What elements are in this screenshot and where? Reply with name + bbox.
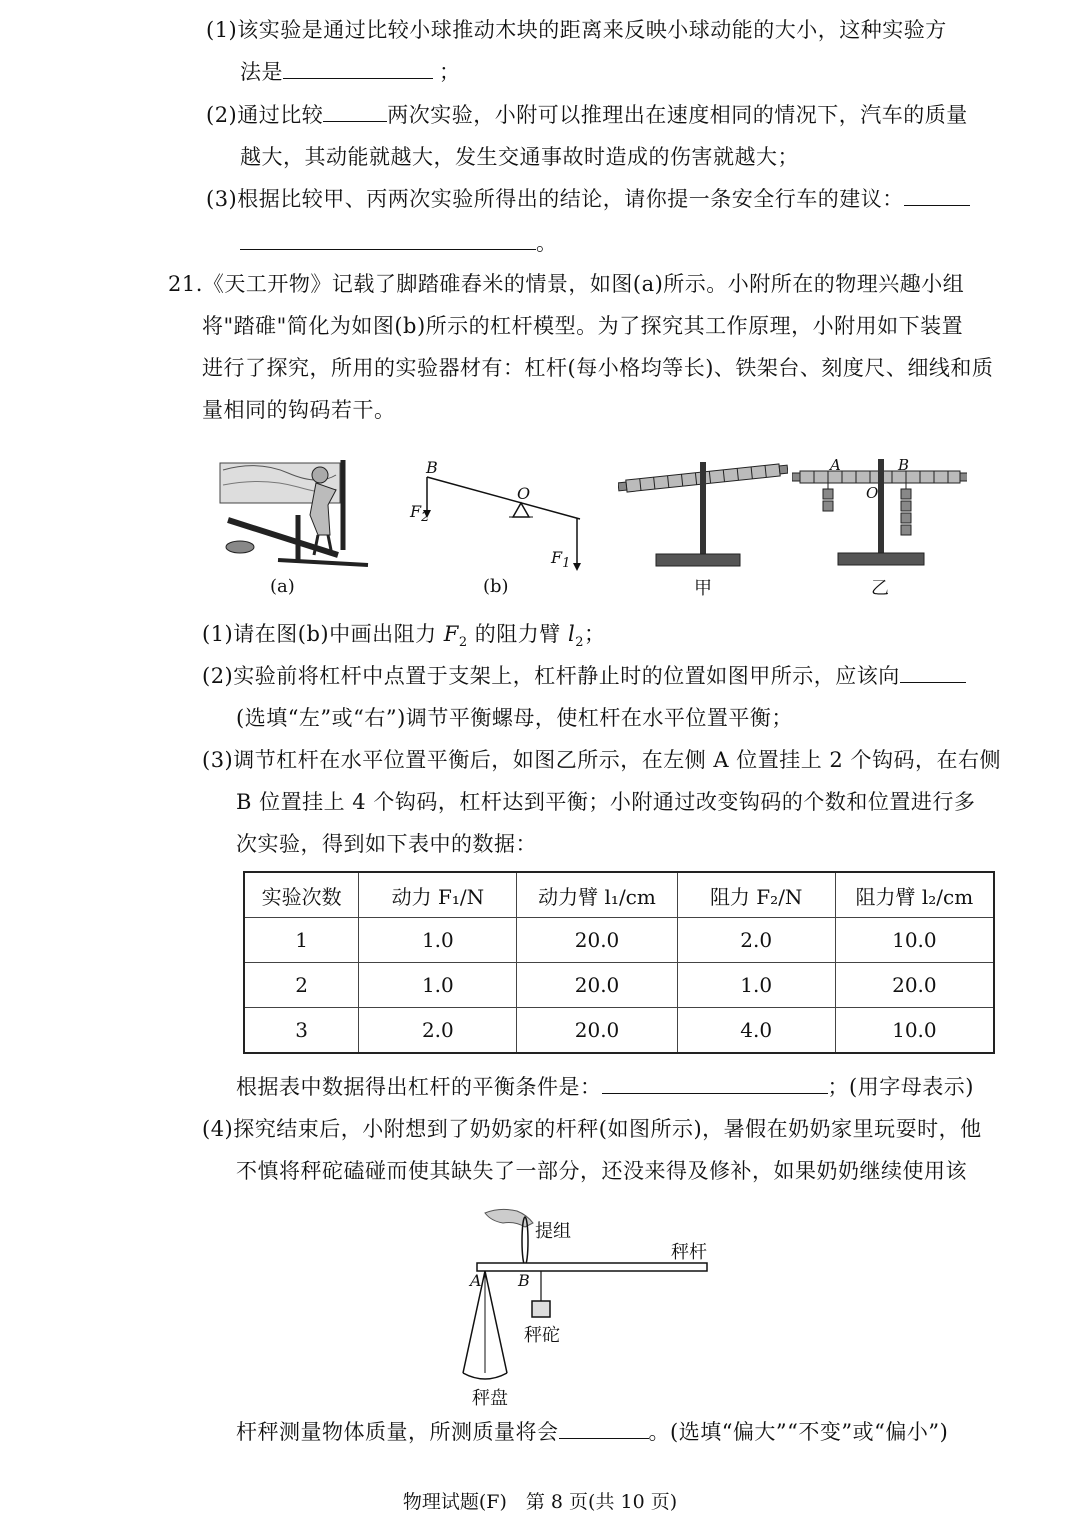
q20-part2-line2: 越大，其动能就越大，发生交通事故时造成的伤害就越大； xyxy=(240,145,799,169)
table-cell: 4.0 xyxy=(677,1008,835,1054)
figure-yi-label-A: A xyxy=(830,456,841,474)
figure-steelyard-label-chengpan: 秤盘 xyxy=(472,1388,508,1409)
q21-answer-blank-4[interactable] xyxy=(559,1418,649,1439)
table-cell: 10.0 xyxy=(835,1008,994,1054)
table-cell: 3 xyxy=(244,1008,359,1054)
table-cell: 2.0 xyxy=(359,1008,517,1054)
figure-steelyard xyxy=(455,1205,715,1405)
table-cell: 1 xyxy=(244,918,359,963)
table-cell: 1.0 xyxy=(359,918,517,963)
figure-steelyard-label-A: A xyxy=(470,1271,482,1290)
figure-yi-label-B: B xyxy=(898,456,910,474)
table-header-cell: 动力 F₁/N xyxy=(359,872,517,918)
table-cell: 20.0 xyxy=(517,963,677,1008)
q20-part2-prefix: (2)通过比较 xyxy=(206,103,324,127)
q20-part1-line2 xyxy=(240,58,461,86)
experiment-data-table xyxy=(243,871,995,1054)
q20-answer-blank-3b[interactable] xyxy=(240,229,536,250)
table-cell: 1.0 xyxy=(677,963,835,1008)
q20-part3-text: (3)根据比较甲、丙两次实验所得出的结论，请你提一条安全行车的建议： xyxy=(206,187,904,211)
q20-part1-line1: (1)该实验是通过比较小球推动木块的距离来反映小球动能的大小，这种实验方 xyxy=(206,18,947,42)
figure-jia-tilted-lever xyxy=(618,450,788,575)
q21-intro-line4: 量相同的钩码若干。 xyxy=(202,398,396,422)
figure-steelyard-label-tizu: 提组 xyxy=(535,1221,571,1242)
q20-part3-end: 。 xyxy=(536,231,558,255)
q21-part4-line1: (4)探究结束后，小附想到了奶奶家的杆秤(如图所示)，暑假在奶奶家里玩耍时，他 xyxy=(202,1117,982,1141)
q21-intro-line1: 21.《天工开物》记载了脚踏碓舂米的情景，如图(a)所示。小附所在的物理兴趣小组 xyxy=(168,272,965,296)
figure-a-caption: (a) xyxy=(270,576,295,597)
q20-part3-line2 xyxy=(240,229,558,257)
figure-steelyard-label-chengtuo: 秤砣 xyxy=(524,1325,560,1346)
table-cell: 20.0 xyxy=(517,918,677,963)
q21-intro-line2: 将"踏碓"简化为如图(b)所示的杠杆模型。为了探究其工作原理，小附用如下装置 xyxy=(202,314,964,338)
q21-conclusion-line: 根据表中数据得出杠杆的平衡条件是： ；(用字母表示) xyxy=(236,1075,974,1099)
table-cell: 10.0 xyxy=(835,918,994,963)
table-row xyxy=(244,963,994,1008)
figure-b-label-B: B xyxy=(426,458,438,477)
table-row xyxy=(244,1008,994,1054)
q20-part3-line1 xyxy=(206,185,970,213)
table-header-cell: 动力臂 l₁/cm xyxy=(517,872,677,918)
table-cell: 20.0 xyxy=(517,1008,677,1054)
table-header-cell: 阻力 F₂/N xyxy=(677,872,835,918)
q21-part4-line2: 不慎将秤砣磕碰而使其缺失了一部分，还没来得及修补，如果奶奶继续使用该 xyxy=(236,1159,967,1183)
q21-part1: (1)请在图(b)中画出阻力 $F_2$ 的阻力臂 $l_2$； xyxy=(202,622,606,651)
q21-part3-line2: B 位置挂上 4 个钩码，杠杆达到平衡；小附通过改变钩码的个数和位置进行多 xyxy=(236,790,976,814)
q20-answer-blank-2[interactable] xyxy=(323,101,387,122)
figure-steelyard-label-B: B xyxy=(518,1271,530,1290)
q20-part2-line1 xyxy=(206,101,968,129)
table-cell: 2.0 xyxy=(677,918,835,963)
q21-part3-line3: 次实验，得到如下表中的数据： xyxy=(236,832,537,856)
table-row xyxy=(244,918,994,963)
q20-answer-blank-3a[interactable] xyxy=(904,185,970,206)
table-cell: 20.0 xyxy=(835,963,994,1008)
figure-b-label-F2: $F_2$ xyxy=(410,502,430,526)
table-header-row xyxy=(244,872,994,918)
figure-yi-balanced-lever xyxy=(792,455,967,575)
page-footer: 物理试题(F) 第 8 页(共 10 页) xyxy=(402,1491,678,1513)
q20-part1-end: ； xyxy=(439,60,461,84)
q21-part2-line2: (选填“左”或“右”)调节平衡螺母，使杠杆在水平位置平衡； xyxy=(236,706,793,730)
q21-answer-blank-2[interactable] xyxy=(900,662,966,683)
figure-b-label-F1: $F_1$ xyxy=(551,548,571,572)
table-cell: 1.0 xyxy=(359,963,517,1008)
figure-a-illustration xyxy=(218,455,383,575)
q21-part3-line1: (3)调节杠杆在水平位置平衡后，如图乙所示，在左侧 A 位置挂上 2 个钩码，在右侧 xyxy=(202,748,1001,772)
q20-part2-rest: 两次实验，小附可以推理出在速度相同的情况下，汽车的质量 xyxy=(387,103,968,127)
q21-intro-line3: 进行了探究，所用的实验器材有：杠杆(每小格均等长)、铁架台、刻度尺、细线和质 xyxy=(202,356,994,380)
q20-part1-prefix: 法是 xyxy=(240,60,283,84)
figure-yi-caption: 乙 xyxy=(871,578,889,599)
q21-part2-line1: (2)实验前将杠杆中点置于支架上，杠杆静止时的位置如图甲所示，应该向 xyxy=(202,662,966,690)
q20-answer-blank-1[interactable] xyxy=(283,58,433,79)
figure-b-label-O: O xyxy=(517,484,531,503)
q21-part4-line3: 杆秤测量物体质量，所测质量将会 。(选填“偏大”“不变”或“偏小”) xyxy=(236,1420,949,1444)
figure-yi-label-O: O xyxy=(866,484,879,502)
q21-answer-blank-3[interactable] xyxy=(602,1073,828,1094)
table-header-cell: 阻力臂 l₂/cm xyxy=(835,872,994,918)
figure-jia-caption: 甲 xyxy=(694,578,712,599)
figure-b-caption: (b) xyxy=(483,576,509,597)
table-header-cell: 实验次数 xyxy=(244,872,359,918)
table-cell: 2 xyxy=(244,963,359,1008)
figure-steelyard-label-chenggan: 秤杆 xyxy=(671,1242,707,1263)
